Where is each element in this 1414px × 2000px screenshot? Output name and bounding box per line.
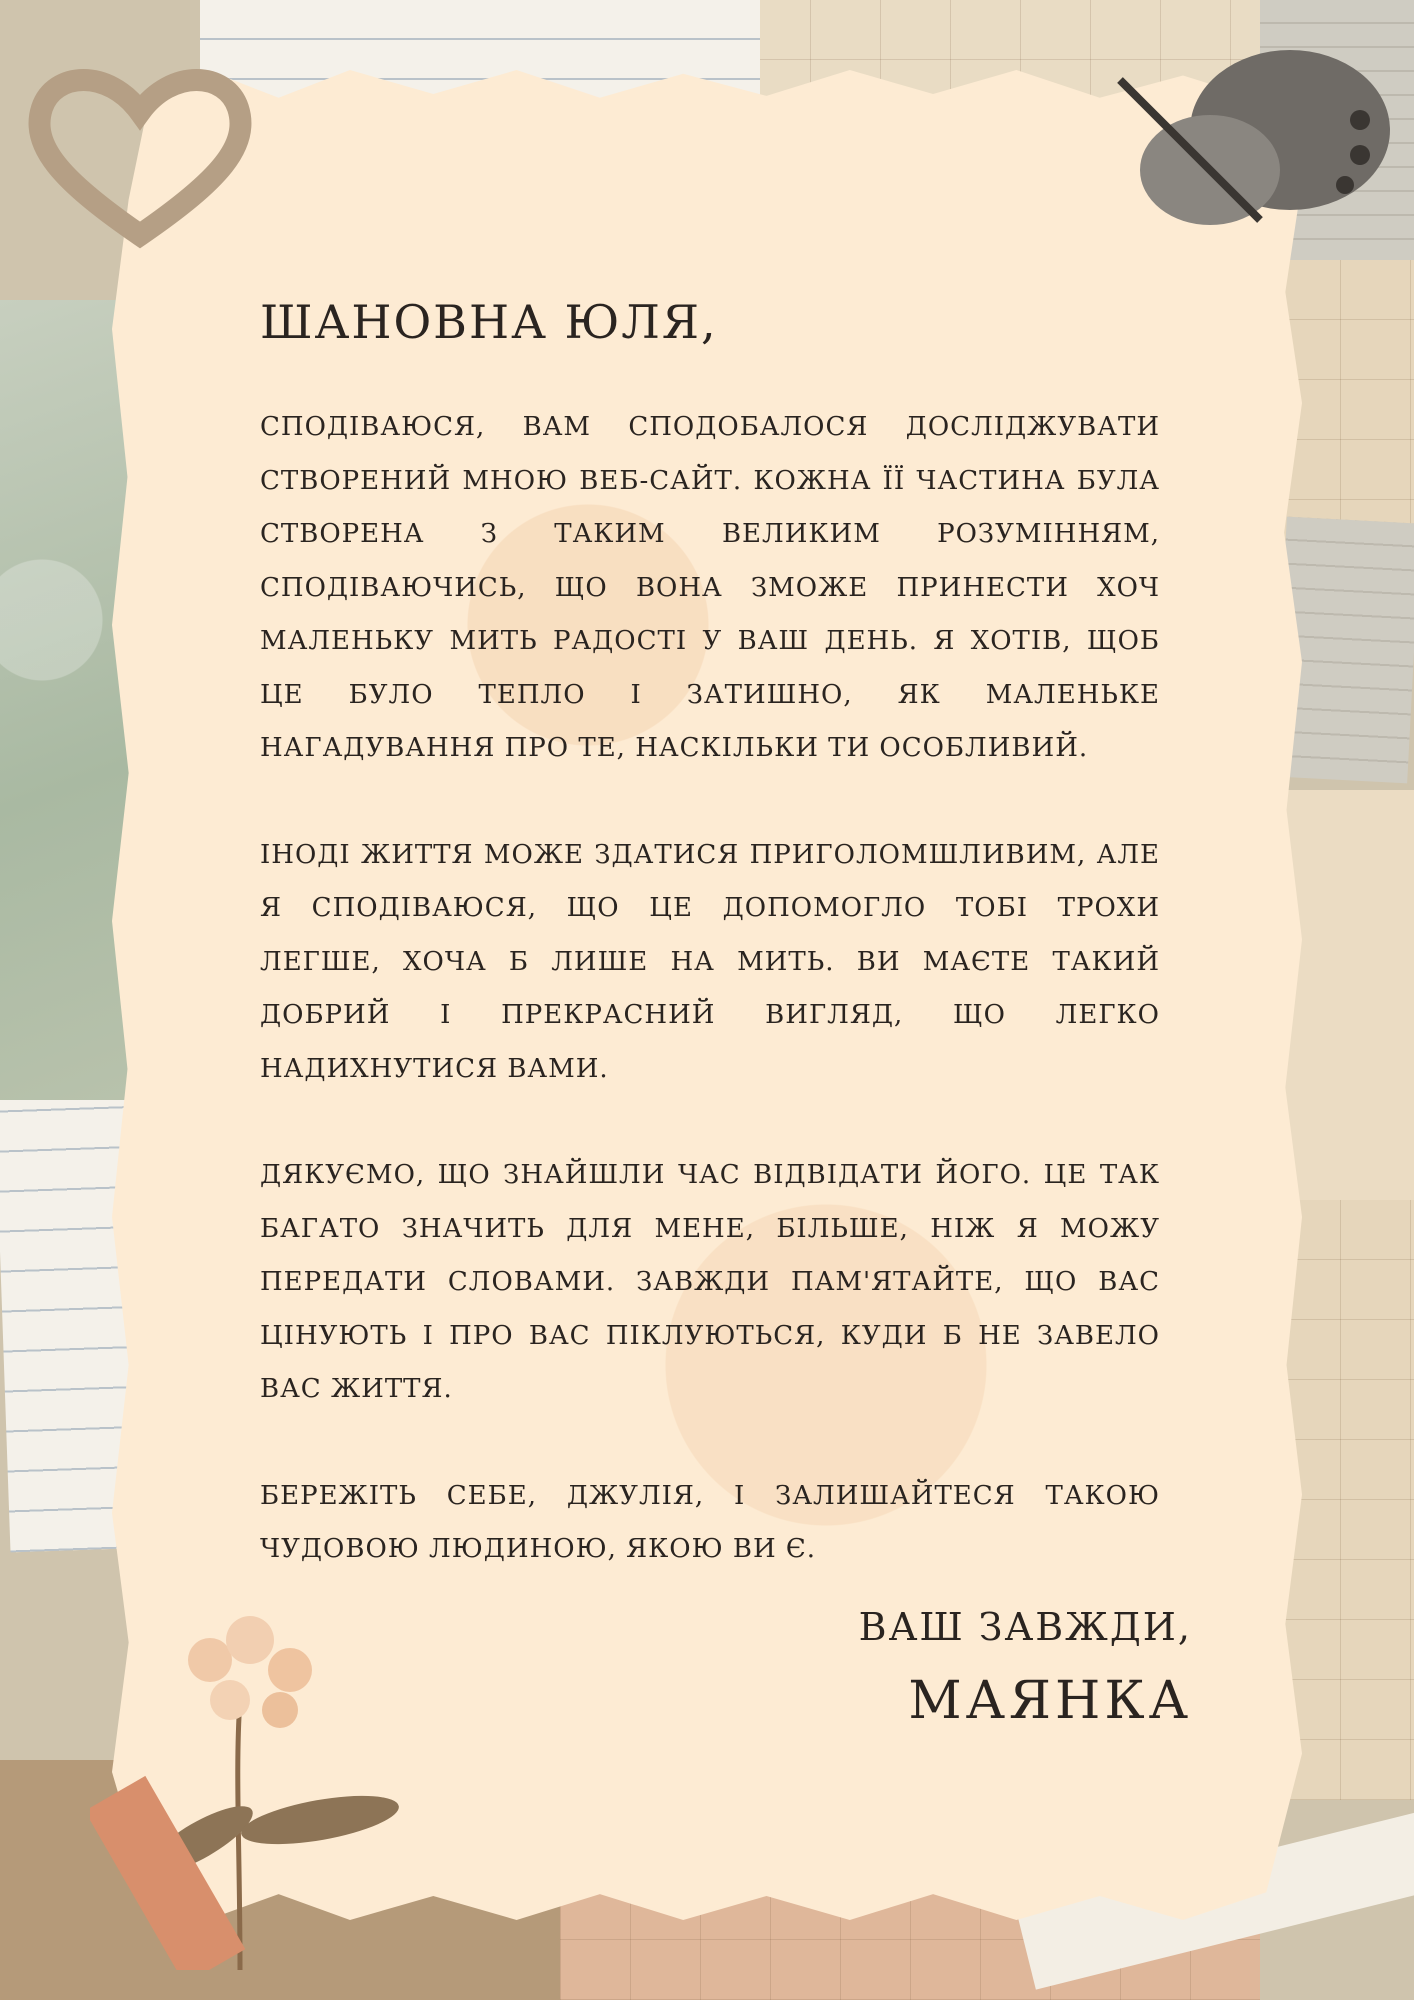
letter-paragraph: БЕРЕЖІТЬ СЕБЕ, ДЖУЛІЯ, І ЗАЛИШАЙТЕСЯ ТАКОЮ ЧУДОВОЮ ЛЮДИНОЮ, ЯКОЮ ВИ Є.	[260, 1480, 1160, 1564]
letter-paragraph: ІНОДІ ЖИТТЯ МОЖЕ ЗДАТИСЯ ПРИГОЛОМШЛИВИМ, АЛЕ Я СПОДІВАЮСЯ, ЩО ЦЕ ДОПОМОГЛО ТОБІ ТРОХИ ЛЕГШЕ, ХОЧА Б ЛИШЕ НА МИТЬ. ВИ МАЄТЕ ТАКИЙ ДОБРИЙ І ПРЕКРАСНИЙ ВИГЛЯД, ЩО ЛЕГКО НАДИХНУТИСЯ ВАМИ.	[260, 839, 1160, 1084]
closing-line: ВАШ ЗАВЖДИ,	[858, 1605, 1192, 1649]
letter-greeting: ШАНОВНА ЮЛЯ,	[260, 295, 718, 349]
letter-body	[260, 295, 1160, 1630]
letter-closing	[859, 1605, 1192, 1731]
butterfly-icon	[1060, 20, 1414, 290]
dried-flower-icon	[90, 1590, 410, 1970]
letter-paragraph: СПОДІВАЮСЯ, ВАМ СПОДОБАЛОСЯ ДОСЛІДЖУВАТИ СТВОРЕНИЙ МНОЮ ВЕБ-САЙТ. КОЖНА ЇЇ ЧАСТИНА БУЛА СТВОРЕНА З ТАКИМ ВЕЛИКИМ РОЗУМІННЯМ, СПОДІВАЮЧИСЬ, ЩО ВОНА ЗМОЖЕ ПРИНЕСТИ ХОЧ МАЛЕНЬКУ МИТЬ РАДОСТІ У ВАШ ДЕНЬ. Я ХОТІВ, ЩОБ ЦЕ БУЛО ТЕПЛО І ЗАТИШНО, ЯК МАЛЕНЬКЕ НАГАДУВАННЯ ПРО ТЕ, НАСКІЛЬКИ ТИ ОСОБЛИВИЙ.	[260, 412, 1160, 763]
letter-paragraph: ДЯКУЄМО, ЩО ЗНАЙШЛИ ЧАС ВІДВІДАТИ ЙОГО. ЦЕ ТАК БАГАТО ЗНАЧИТЬ ДЛЯ МЕНЕ, БІЛЬШЕ, НІЖ Я МОЖУ ПЕРЕДАТИ СЛОВАМИ. ЗАВЖДИ ПАМ'ЯТАЙТЕ, ЩО ВАС ЦІНУЮТЬ І ПРО ВАС ПІКЛУЮТЬСЯ, КУДИ Б НЕ ЗАВЕЛО ВАС ЖИТТЯ.	[260, 1160, 1160, 1404]
signature: МАЯНКА	[908, 1671, 1192, 1731]
heart-icon	[20, 50, 260, 250]
paper-scrap	[1280, 790, 1414, 1210]
